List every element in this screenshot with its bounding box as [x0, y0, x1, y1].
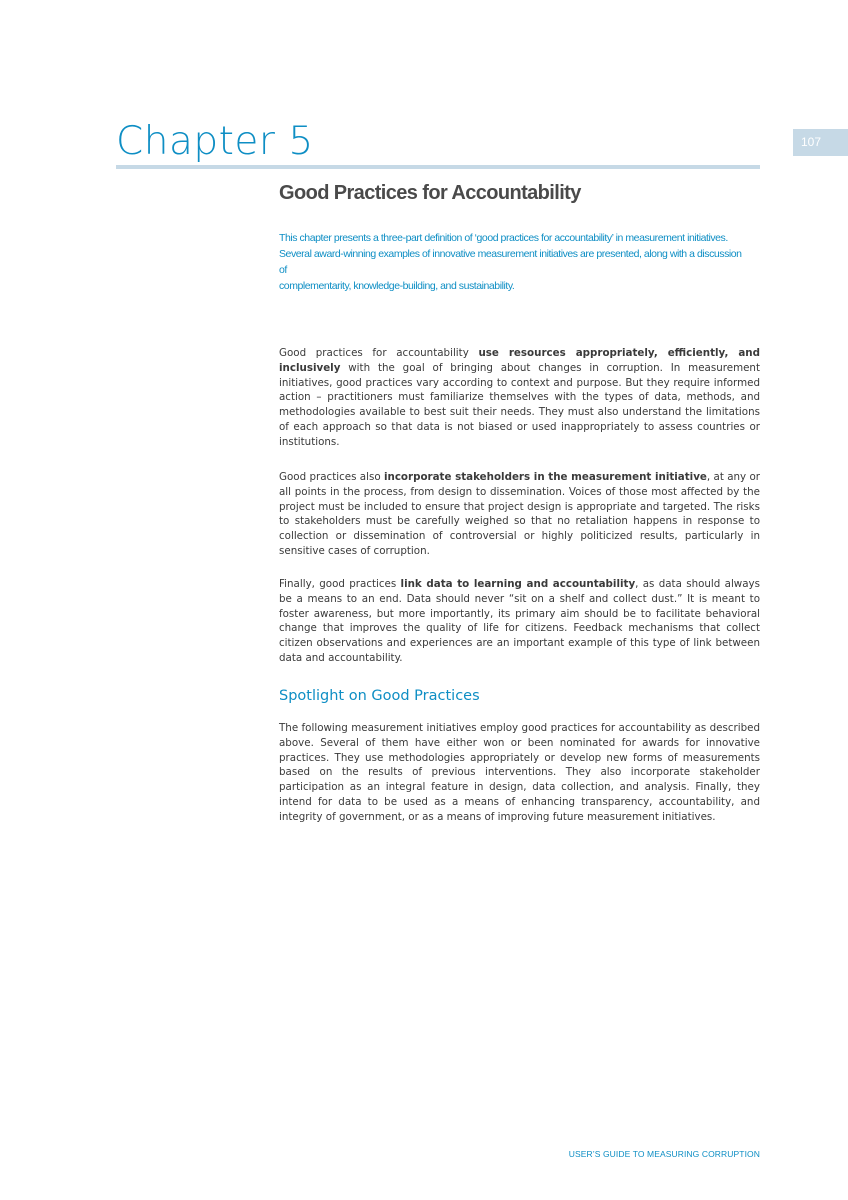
paragraph-learning — [279, 577, 760, 666]
paragraph-text: with the goal of bringing about changes in corruption. In measurement initiatives, good practices vary according to context and purpose. But they require informed action – practitioners must familiarize themselves with the types of data, methods, and methodologies available to best suit their needs. They must also understand the limitations of each approach so that data is not biased or used inappropriately to assess countries or institutions. — [279, 361, 760, 448]
paragraph-text: The following measurement initiatives employ good practices for accountability as described above. Several of them have either won or been nominated for awards for innovative practices. They use methodologies appropriately or develop new forms of measurements based on the results of previous interventions. They also incorporate stakeholder participation as an integral feature in design, data collection, and analysis. Finally, they intend for data to be used as a means of enhancing transparency, accountability, and integrity of government, or as a means of improving future measurement initiatives. — [279, 722, 760, 823]
paragraph-emphasis: incorporate stakeholders in the measurement initiative — [383, 471, 707, 483]
running-footer: USER’S GUIDE TO MEASURING CORRUPTION — [568, 1149, 760, 1159]
paragraph-spotlight — [279, 721, 760, 825]
title-rule — [116, 165, 760, 169]
paragraph-resources — [279, 346, 760, 450]
abstract-line: Several award-winning examples of innovative measurement initiatives are presented, along with a discussion of — [279, 248, 742, 276]
abstract-line: complementarity, knowledge-building, and sustainability. — [279, 280, 515, 292]
paragraph-text: , as data should always be a means to an end. Data should never “sit on a shelf and collect dust.” It is meant to foster awareness, but more importantly, its primary aim should be to facilitate behavioral change that improves the quality of life for citizens. Feedback mechanisms that collect citizen observations and experiences are an important example of this type of link between data and accountability. — [279, 578, 760, 664]
chapter-title: Chapter 5 — [116, 119, 314, 164]
paragraph-text: , at any or all points in the process, from design to dissemination. Voices of those most affected by the project must be included to ensure that project design is appropriate and targeted. The risks to stakeholders must be carefully weighed so that no retaliation happens in response to collection or dissemination of controversial or highly politicized results, particularly in sensitive cases of corruption. — [279, 471, 760, 557]
paragraph-emphasis: use resources appropriately, efficiently, and inclusively — [279, 347, 760, 374]
paragraph-text: Good practices for accountability — [279, 347, 479, 359]
paragraph-text: Good practices also — [279, 471, 384, 483]
page-number: 107 — [793, 129, 848, 156]
section-title: Good Practices for Accountability — [279, 182, 581, 204]
chapter-abstract — [279, 230, 749, 294]
abstract-line: This chapter presents a three-part definition of ‘good practices for accountability’ in measurement initiatives. — [279, 232, 728, 244]
paragraph-emphasis: link data to learning and accountability — [400, 578, 636, 590]
spotlight-heading: Spotlight on Good Practices — [279, 688, 480, 704]
paragraph-text: Finally, good practices — [279, 578, 401, 590]
paragraph-stakeholders — [279, 470, 760, 559]
